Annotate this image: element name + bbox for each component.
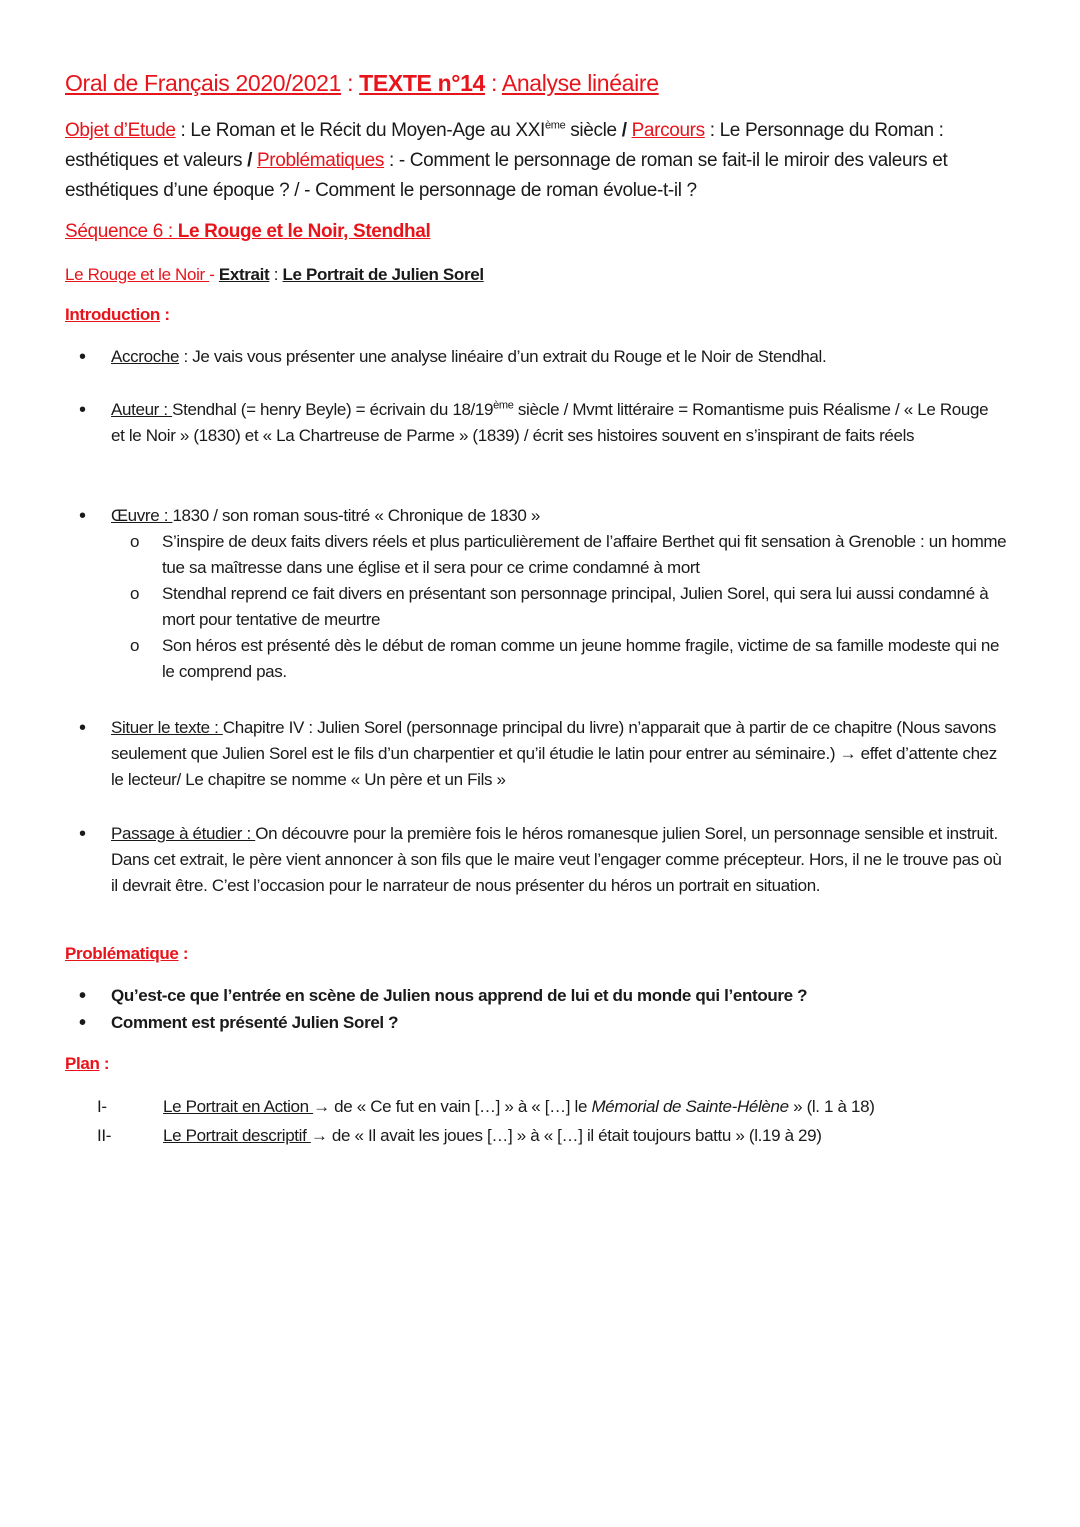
objet-label: Objet d’Etude [65, 120, 176, 141]
bullet-passage [65, 821, 1015, 899]
sequence-label: Séquence 6 : [65, 221, 178, 242]
slash: / [247, 150, 252, 171]
plan-title: Le Portrait en Action [163, 1097, 314, 1116]
objet-text: : Le Roman et le Récit du Moyen-Age au XXI [175, 120, 545, 141]
parcours-label: Parcours [631, 120, 705, 141]
bullet-text: 1830 / son roman sous-titré « Chronique de 1830 » [172, 506, 540, 525]
colon: : [99, 1054, 110, 1073]
bullet-situer [65, 715, 1015, 793]
title-analysis: Analyse linéaire [501, 70, 659, 96]
bullet-text: On découvre pour la première fois le héros romanesque julien Sorel, un personnage sensible et instruit. Dans cet extrait, le père vient annoncer à son fils que le maire veut l’engager comme précepteur. Hors, il ne le trouve pas où il devrait être. C’est l’occasion pour le narrateur de nous présenter du héros un portrait en situation. [111, 824, 1002, 895]
plan-number: I- [97, 1097, 107, 1116]
plan-item [97, 1093, 875, 1121]
parcours-text: : Le Personnage du Roman : esthétiques et valeurs [65, 120, 944, 171]
problematique-item [65, 983, 1015, 1009]
page-title [65, 68, 1015, 98]
sub-bullet-text: Son héros est présenté dès le début de roman comme un jeune homme fragile, victime de sa famille modeste qui ne le comprend pas. [162, 636, 1000, 681]
plan-italic: Mémorial de Sainte-Hélène [591, 1097, 789, 1116]
bullet-icon: • [79, 823, 86, 845]
bullet-accroche [65, 344, 1015, 370]
extrait-label: Extrait [218, 265, 270, 284]
plan-item [97, 1122, 822, 1150]
problematiques-text: : - Comment le personnage de roman se fait-il le miroir des valeurs et esthétiques d’une époque ? / - Comment le personnage de roman évolue-t-il ? [65, 150, 948, 201]
problematique-heading [65, 941, 1015, 967]
bullet-icon: • [79, 985, 86, 1007]
sequence-title: Le Rouge et le Noir, Stendhal [177, 221, 431, 242]
bullet-icon: • [79, 717, 86, 739]
sub-bullet [130, 529, 1007, 581]
bullet-icon: • [79, 505, 86, 527]
plan-text: » (l. 1 à 18) [788, 1097, 875, 1116]
slash: / [621, 120, 627, 141]
heading-text: Introduction [65, 305, 160, 324]
work-title: Le Rouge et le Noir [65, 265, 210, 284]
sequence-heading [65, 219, 1015, 245]
circle-bullet-icon: o [130, 584, 140, 603]
problematique-text: Qu’est-ce que l’entrée en scène de Julien nous apprend de lui et du monde qui l’entoure ? [111, 986, 808, 1005]
bullet-icon: • [79, 346, 86, 368]
extrait-heading [65, 262, 1015, 288]
circle-bullet-icon: o [130, 532, 140, 551]
bullet-icon: • [79, 1012, 86, 1034]
dash: - [209, 265, 219, 284]
problematiques-label: Problématiques [256, 150, 385, 171]
sub-bullet-text: S’inspire de deux faits divers réels et plus particulièrement de l’affaire Berthet qui fit sensation à Grenoble : un homme tue sa maîtresse dans une église et il sera pour ce crime condamné à mort [162, 532, 1007, 577]
bullet-oeuvre [65, 503, 1015, 685]
bullet-icon: • [79, 399, 86, 421]
plan-text: → de « Il avait les joues […] » à « […] il était toujours battu » (l.19 à 29) [310, 1126, 822, 1145]
problematique-item [65, 1010, 1015, 1036]
bullet-label: Auteur : [111, 400, 173, 419]
superscript: ème [493, 399, 514, 412]
separator: : [485, 70, 502, 96]
bullet-text: siècle / Mvmt littéraire = Romantisme puis Réalisme / « Le Rouge et le Noir » (1830) et « La Chartreuse de Parme » (1839) / écrit ses histoires souvent en s’inspirant de faits réels [111, 400, 989, 445]
colon: : [178, 944, 189, 963]
plan-text: → de « Ce fut en vain […] » à « […] le [313, 1097, 592, 1116]
bullet-auteur [65, 397, 1015, 449]
problematique-text: Comment est présenté Julien Sorel ? [111, 1013, 399, 1032]
bullet-label: Passage à étudier : [111, 824, 256, 843]
bullet-text: Stendhal (= henry Beyle) = écrivain du 18/19 [172, 400, 494, 419]
separator: : [341, 70, 360, 96]
objet-text: siècle [565, 120, 622, 141]
sub-bullet [130, 581, 1007, 633]
objet-etude-paragraph [65, 116, 1010, 206]
title-text-number: TEXTE n°14 [359, 70, 485, 96]
sub-bullet [130, 633, 1007, 685]
title-course: Oral de Français 2020/2021 [65, 70, 342, 96]
bullet-text: Chapitre IV : Julien Sorel (personnage principal du livre) n’apparait que à partir de ce chapitre (Nous savons seulement que Julien Sorel est le fils d’un charpentier et qu’il étudie le latin pour entrer au séminaire.) → effet d’attente chez le lecteur/ Le chapitre se nomme « Un père et un Fils » [111, 718, 997, 789]
bullet-label: Œuvre : [111, 506, 173, 525]
separator: : [269, 265, 283, 284]
sub-bullet-text: Stendhal reprend ce fait divers en présentant son personnage principal, Julien Sorel, qui sera lui aussi condamné à mort pour tentative de meurtre [162, 584, 989, 629]
heading-text: Plan [65, 1054, 100, 1073]
superscript: ème [544, 119, 566, 132]
bullet-text: : Je vais vous présenter une analyse linéaire d’un extrait du Rouge et le Noir de Stendhal. [179, 347, 827, 366]
introduction-heading [65, 302, 1015, 328]
extrait-title: Le Portrait de Julien Sorel [282, 265, 484, 284]
plan-title: Le Portrait descriptif [163, 1126, 311, 1145]
bullet-label: Situer le texte : [111, 718, 223, 737]
plan-number: II- [97, 1126, 112, 1145]
plan-heading [65, 1051, 1015, 1077]
circle-bullet-icon: o [130, 636, 140, 655]
bullet-label: Accroche [111, 347, 180, 366]
colon: : [159, 305, 170, 324]
heading-text: Problématique [65, 944, 179, 963]
